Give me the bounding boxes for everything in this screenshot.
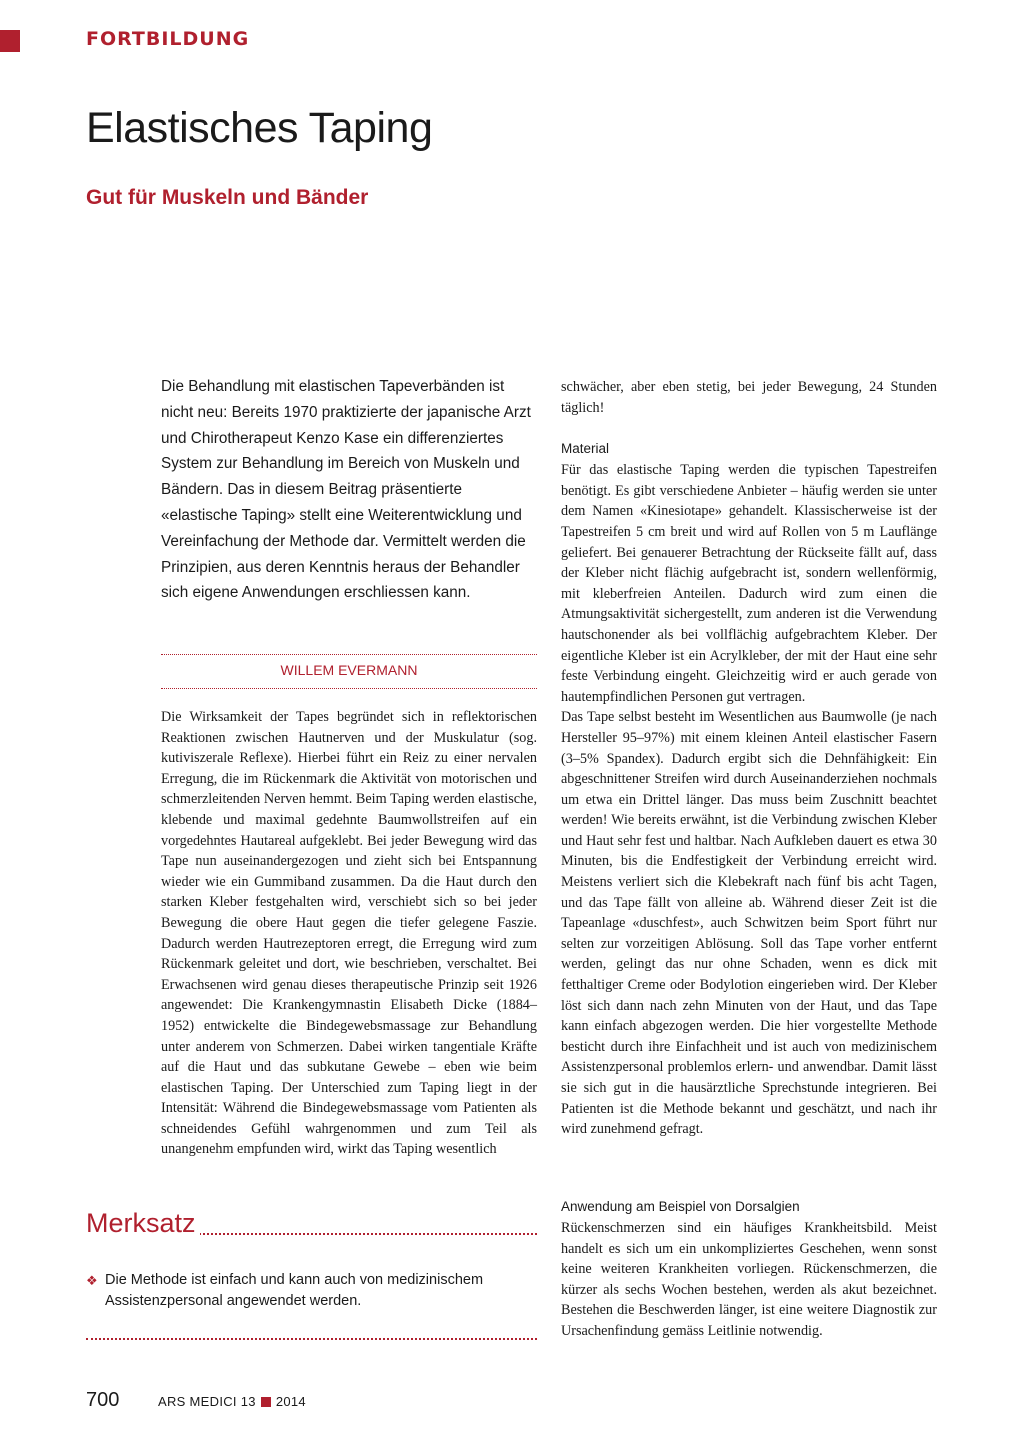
- article-lead: Die Behandlung mit elastischen Tapeverbänden ist nicht neu: Bereits 1970 praktizierte der japanische Arzt und Chirotherapeut Kenzo Kase ein differenziertes System zur Behandlung im Bereich von Muskeln und Bändern. Das in diesem Beitrag präsentierte «elastische Taping» stellt eine Weiterentwicklung und Vereinfachung der Methode dar. Vermittelt werden die Prinzipien, aus deren Kenntnis heraus der Behandler sich eigene Anwendungen erschliessen kann.: [161, 378, 531, 602]
- merksatz-item: [86, 1270, 537, 1312]
- merksatz-item-text: Die Methode ist einfach und kann auch von medizinischem Assistenzpersonal angewendet werden.: [105, 1272, 484, 1309]
- intro-continued: schwächer, aber eben stetig, bei jeder Bewegung, 24 Stunden täglich!: [561, 379, 937, 416]
- footer-square-icon: [261, 1397, 271, 1407]
- dorsalgia-paragraph-1: Rückenschmerzen sind ein häufiges Krankheitsbild. Meist handelt es sich um ein unkompliziertes Geschehen, wenn sonst keine weiteren Krankheiten vorliegen. Rückenschmerzen, die kürzer als sechs Wochen bestehen, werden als akut bezeichnet. Bestehen die Beschwerden länger, ist eine weitere Diagnostik zur Ursachenfindung gemäss Leitlinie notwendig.: [561, 1220, 937, 1339]
- author-divider-bottom: [161, 688, 537, 689]
- material-paragraph-1: Für das elastische Taping werden die typischen Tapestreifen benötigt. Es gibt verschiedene Anbieter – häufig werden sie unter dem Namen «Kinesiotape» gehandelt. Klassischerweise ist der Tapestreifen 5 cm breit und wird auf Rollen von 5 m Lauflänge geliefert. Bei genauerer Betrachtung der Rückseite fällt auf, dass der Kleber nicht flächig aufgebracht ist, sondern wellenförmig, mit kleberfreien Anteilen. Dadurch wird zum einen die Atmungsaktivität sichergestellt, zum anderen ist die Verwendung hautschonender als bei vollflächig aufgebrachtem Kleber. Der eigentliche Kleber ist ein Acrylkleber, der mit der Haut eine sehr feste Verbindung eingeht. Gleichzeitig wird er auch gerade von hautempfindlichen Personen gut vertragen.: [561, 462, 937, 705]
- material-paragraph-2: Das Tape selbst besteht im Wesentlichen aus Baumwolle (je nach Hersteller 95–97%) mit einem kleinen Anteil elastischer Fasern (3–5% Spandex). Dadurch ergibt sich die Dehnfähigkeit: Ein abgeschnittener Streifen wird durch Auseinanderziehen nochmals um etwa ein Drittel länger. Das muss beim Zuschnitt beachtet werden! Wie bereits erwähnt, ist die Verbindung zwischen Kleber und Haut sehr fest und haltbar. Nach Aufkleben dauert es etwa 30 Minuten, bis die Endfestigkeit der Verbindung erreicht wird. Meistens verliert sich die Klebekraft nach fünf bis acht Tagen, und das Tape fällt von alleine ab. Während dieser Zeit ist die Tapeanlage «duschfest», auch Schwitzen beim Sport führt nur selten zur vorzeitigen Ablösung. Soll das Tape vorher entfernt werden, gelingt das nur ohne Schaden, wenn es dick mit fetthaltiger Creme oder Bodylotion eingerieben wird. Der Kleber löst sich dann nach zehn Minuten von der Haut, und das Tape kann einfach abgezogen werden. Die hier vorgestellte Methode besticht durch ihre Einfachheit und ist auch von medizinischem Assistenzpersonal problemlos erlern- und anwendbar. Damit lässt sie sich gut in die hausärztliche Sprechstunde integrieren. Bei Patienten ist die Methode bekannt und geschätzt, und nach ihr wird zunehmend gefragt.: [561, 709, 937, 1138]
- article-title: Elastisches Taping: [86, 104, 433, 152]
- journal-footer: [158, 1394, 306, 1409]
- author-divider-top: [161, 654, 537, 655]
- merksatz-bottom-divider: [86, 1338, 537, 1340]
- intro-paragraph: Die Wirksamkeit der Tapes begründet sich in reflektorischen Reaktionen zwischen Hautnerven und der Muskulatur (sog. kutiviszerale Reflexe). Hierbei führt ein Reiz zu einer nervalen Erregung, die im Rückenmark die Aktivität von motorischen und schmerzleitenden Nerven hemmt. Beim Taping werden elastische, klebende und maximal gedehnte Baumwollstreifen auf ein vorgedehntes Hautareal aufgeklebt. Bei jeder Bewegung wird das Tape nun auseinandergezogen und zieht sich bei Entspannung wieder wie ein Gummiband zusammen. Da die Haut durch den starken Kleber festgehalten wird, verschiebt sich so bei jeder Bewegung die obere Haut gegen die tiefer gelegene Faszie. Dadurch werden Hautrezeptoren erregt, die Erregung wird zum Rückenmark geleitet und dort, wie beschrieben, verschaltet. Bei Erwachsenen wird genau dieses therapeutische Prinzip seit 1926 angewendet: Die Krankengymnastin Elisabeth Dicke (1884–1952) entwickelte die Bindegewebsmassage zur Behandlung unter anderem von Schmerzen. Dabei wirken tangentiale Kräfte auf die Haut und das subkutane Gewebe – eben wie beim elastischen Taping. Der Unterschied zum Taping liegt in der Intensität: Während die Bindegewebsmassage vom Patienten als schneidendes Gefühl wahrgenommen und zum Teil als unangenehm empfunden wird, wirkt das Taping wesentlich: [161, 709, 537, 1158]
- page-number: 700: [86, 1389, 120, 1411]
- body-column-right-lower: [561, 1198, 937, 1342]
- dorsalgia-heading: Anwendung am Beispiel von Dorsalgien: [561, 1199, 800, 1214]
- journal-name: ARS MEDICI 13: [158, 1394, 256, 1409]
- material-heading: Material: [561, 441, 610, 457]
- journal-year: 2014: [275, 1394, 306, 1409]
- merksatz-title: Merksatz: [86, 1208, 200, 1239]
- article-subtitle: Gut für Muskeln und Bänder: [86, 186, 369, 209]
- section-marker: [0, 30, 20, 52]
- body-column-left: [161, 707, 537, 1160]
- section-label: FORTBILDUNG: [86, 28, 250, 50]
- author-name: WILLEM EVERMANN: [280, 662, 418, 678]
- body-column-right: [561, 377, 937, 1140]
- diamond-bullet-icon: ❖: [86, 1273, 98, 1288]
